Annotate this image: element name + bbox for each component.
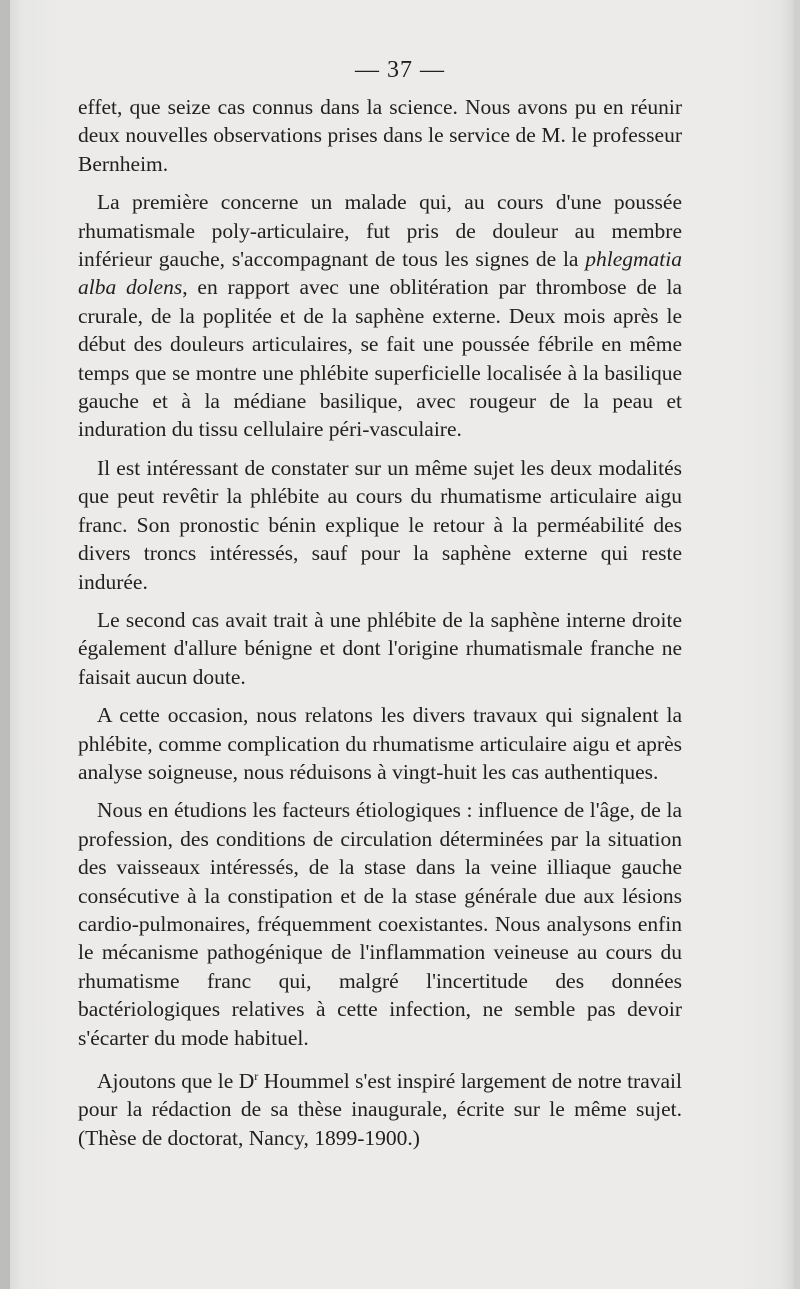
paragraph-2-italic-term: phlegmatia alba dolens <box>78 247 682 300</box>
page-left-shadow <box>0 0 10 1289</box>
paragraph-1: effet, que seize cas connus dans la science. Nous avons pu en réunir deux nouvelles observations prises dans le service de M. le professeur Bernheim. <box>78 95 682 176</box>
paragraph-2-part-1: La première concerne un malade qui, au cours d'une poussée rhumatismale poly-articulaire, fut pris de douleur au membre inférieur gauche, s'accompagnant de tous les signes de la <box>78 190 682 272</box>
paragraph-4: Le second cas avait trait à une phlébite de la saphène interne droite également d'allure bénigne et dont l'origine rhumatismale franche ne faisait aucun doute. <box>78 607 682 689</box>
page-right-edge <box>794 0 800 1289</box>
paragraph-2 <box>78 188 682 444</box>
paragraph-7-part-1: Ajoutons que le D <box>97 1069 255 1093</box>
paragraph-3: Il est intéressant de constater sur un même sujet les deux modalités que peut revêtir la phlébite au cours du rhumatisme articulaire aigu franc. Son pronostic bénin explique le retour à la perméabilité des divers troncs intéressés, sauf pour la saphène externe qui reste indurée. <box>78 455 682 594</box>
body-text <box>78 93 682 1162</box>
paragraph-7-part-2: Hoummel s'est inspiré largement de notre travail pour la rédaction de sa thèse inaugurale, écrite sur le même sujet. (Thèse de doctorat, Nancy, 1899-1900.) <box>78 1069 682 1150</box>
page-number: — 37 — <box>355 57 445 83</box>
paragraph-2-part-2: , en rapport avec une oblitération par thrombose de la crurale, de la poplitée et de la saphène externe. Deux mois après le début des douleurs articulaires, se fait une poussée fébrile en même temps que se montre une phlébite superficielle localisée à la basilique gauche et à la médiane basilique, avec rougeur de la peau et induration du tissu cellulaire péri-vasculaire. <box>78 275 682 442</box>
paragraph-7 <box>78 1062 682 1152</box>
paragraph-5: A cette occasion, nous relatons les divers travaux qui signalent la phlébite, comme complication du rhumatisme articulaire aigu et après analyse soigneuse, nous réduisons à vingt-huit les cas authentiques. <box>78 703 682 784</box>
paragraph-7-superscript: r <box>254 1069 259 1083</box>
paragraph-6: Nous en étudions les facteurs étiologiques : influence de l'âge, de la profession, des conditions de circulation déterminées par la situation des vaisseaux intéressés, de la stase dans la veine illiaque gauche consécutive à la constipation et de la stase générale due aux lésions cardio-pulmonaires, fréquemment coexistantes. Nous analysons enfin le mécanisme pathogénique de l'inflammation veineuse au cours du rhumatisme franc qui, malgré l'incertitude des données bactériologiques relatives à cette infection, ne semble pas devoir s'écarter du mode habituel. <box>78 798 682 1050</box>
